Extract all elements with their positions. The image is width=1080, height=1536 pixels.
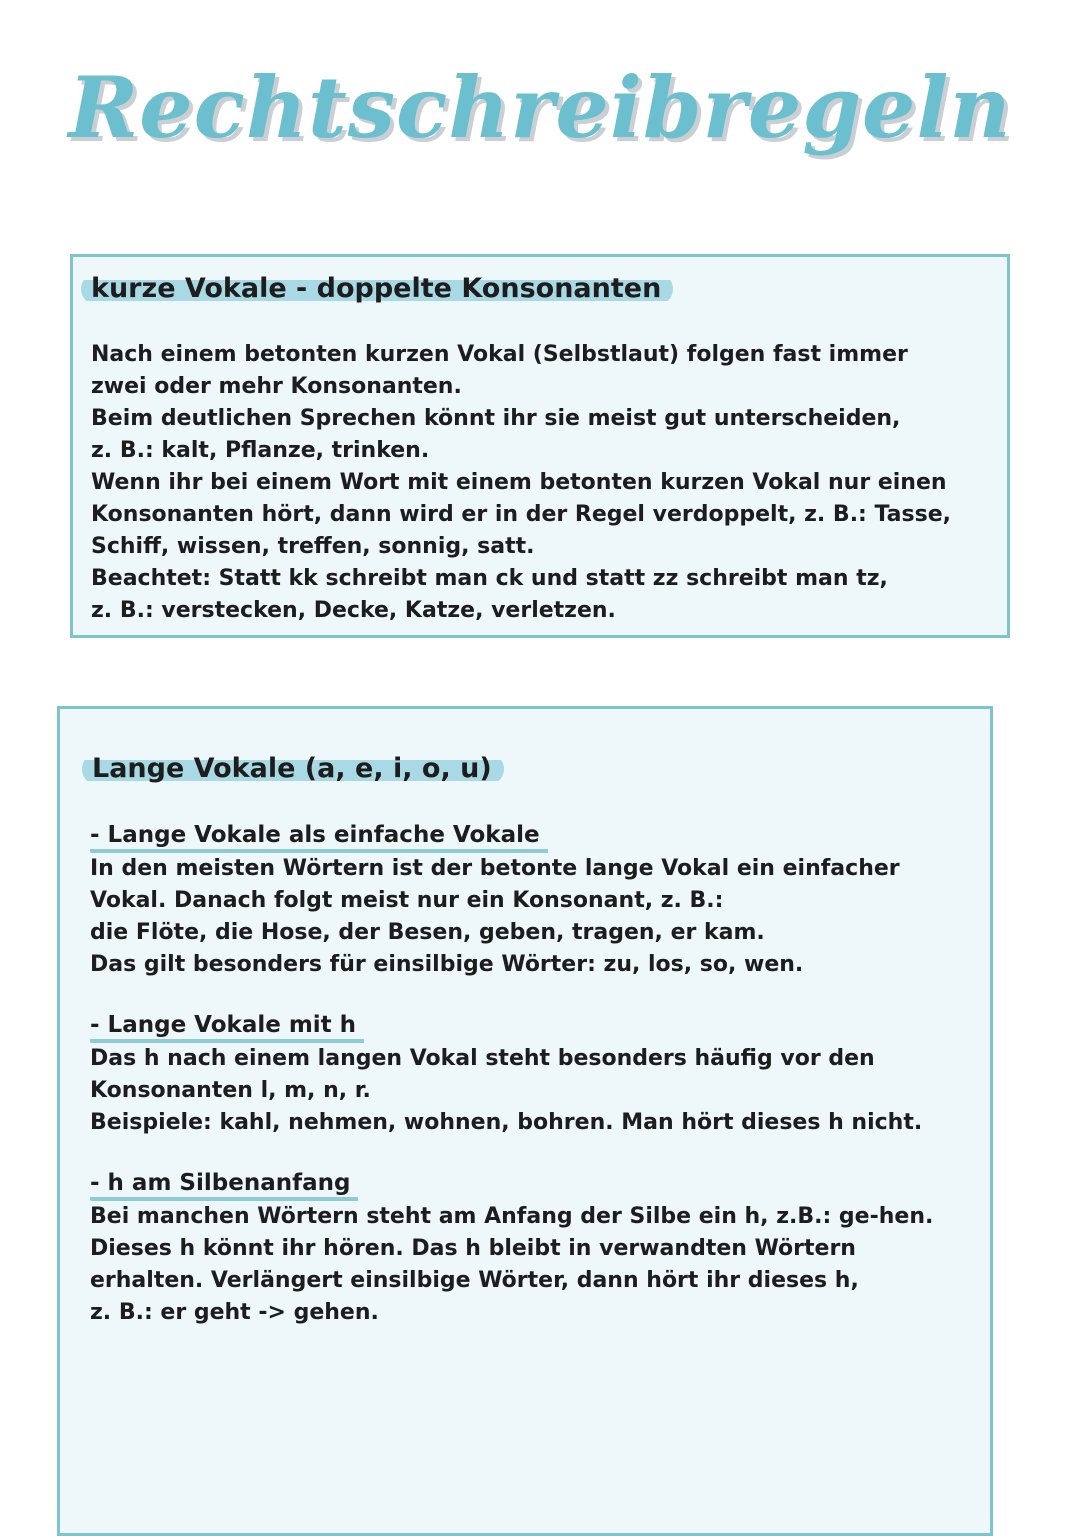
subsection-heading: - h am Silbenanfang <box>90 1169 358 1201</box>
text-line: z. B.: kalt, Pflanze, trinken. <box>91 438 430 463</box>
text-line: Nach einem betonten kurzen Vokal (Selbstlaut) folgen fast immer <box>91 342 908 367</box>
text-line: Bei manchen Wörtern steht am Anfang der Silbe ein h, z.B.: ge-hen. <box>90 1204 934 1229</box>
text-line: Wenn ihr bei einem Wort mit einem betonten kurzen Vokal nur einen <box>91 470 947 495</box>
text-line: Dieses h könnt ihr hören. Das h bleibt in verwandten Wörtern <box>90 1236 856 1261</box>
text-line: Konsonanten l, m, n, r. <box>90 1078 371 1103</box>
text-line: z. B.: er geht -> gehen. <box>90 1300 379 1325</box>
text-line: Beachtet: Statt kk schreibt man ck und statt zz schreibt man tz, <box>91 566 888 591</box>
section-short-vowels <box>70 254 1010 638</box>
subsection-vowels-with-h <box>90 1009 922 1139</box>
text-line: Das h nach einem langen Vokal steht besonders häufig vor den <box>90 1046 875 1071</box>
text-line: Beim deutlichen Sprechen könnt ihr sie meist gut unterscheiden, <box>91 406 901 431</box>
text-line: Beispiele: kahl, nehmen, wohnen, bohren. Man hört dieses h nicht. <box>90 1110 923 1135</box>
text-line: Schiff, wissen, treffen, sonnig, satt. <box>91 534 535 559</box>
text-line: Das gilt besonders für einsilbige Wörter: zu, los, so, wen. <box>90 952 804 977</box>
text-line: Konsonanten hört, dann wird er in der Regel verdoppelt, z. B.: Tasse, <box>91 502 951 527</box>
subsection-heading: - Lange Vokale mit h <box>90 1011 364 1043</box>
text-line: z. B.: verstecken, Decke, Katze, verletzen. <box>91 598 616 623</box>
text-line: Vokal. Danach folgt meist nur ein Konsonant, z. B.: <box>90 888 724 913</box>
section-heading: Lange Vokale (a, e, i, o, u) <box>82 753 504 785</box>
text-line: zwei oder mehr Konsonanten. <box>91 374 462 399</box>
text-line: erhalten. Verlängert einsilbige Wörter, dann hört ihr dieses h, <box>90 1268 859 1293</box>
section-body <box>91 339 951 627</box>
section-heading: kurze Vokale - doppelte Konsonanten <box>81 273 673 305</box>
subsection-simple-vowels <box>90 819 900 981</box>
page-title: Rechtschreibregeln <box>68 58 1012 157</box>
text-line: In den meisten Wörtern ist der betonte lange Vokal ein einfacher <box>90 856 900 881</box>
text-line: die Flöte, die Hose, der Besen, geben, tragen, er kam. <box>90 920 765 945</box>
subsection-heading: - Lange Vokale als einfache Vokale <box>90 821 548 853</box>
section-long-vowels <box>57 706 993 1536</box>
subsection-h-syllable-start <box>90 1167 933 1329</box>
